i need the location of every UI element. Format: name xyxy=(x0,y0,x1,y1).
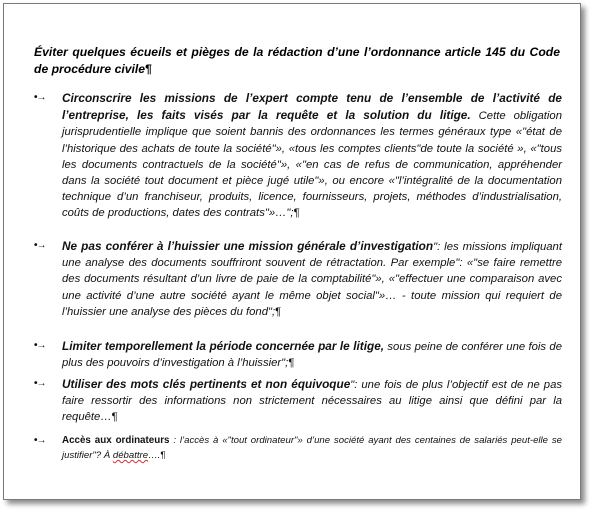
bullet-body xyxy=(62,433,562,463)
pilcrow-mark: ¶ xyxy=(160,450,166,461)
pilcrow-mark: ¶ xyxy=(111,411,118,424)
bullet-text: ": une fois de plus l’objectif est de ne pas faire ressortir des informations non strictement nécessaires au litige ainsi que défini par la requête… xyxy=(62,379,562,424)
bullet-arrow-icon: •→ xyxy=(34,378,46,389)
pilcrow-mark: ¶ xyxy=(145,62,152,76)
bullet-item-1 xyxy=(34,90,562,222)
bullet-text-before: : l’accès à «"tout ordinateur"» d’une société ayant des centaines de salariés peut-elle se justifier"? À xyxy=(62,435,562,461)
spellcheck-word: débattre xyxy=(112,450,149,461)
pilcrow-mark: ¶ xyxy=(275,305,282,318)
bullet-lead: Circonscrire les missions de l’expert compte tenu de l’ensemble de l’activité de l’entreprise, les faits visés par la requête et la solution du litige. xyxy=(62,91,562,123)
pilcrow-mark: ¶ xyxy=(288,357,295,370)
bullet-lead: Utiliser des mots clés pertinents et non équivoque xyxy=(62,377,351,391)
document-heading xyxy=(34,44,560,78)
pilcrow-mark: ¶ xyxy=(293,207,300,220)
bullet-text: sous peine de conférer une fois de plus des pouvoirs d’investigation à l’huissier"; xyxy=(62,341,562,370)
bullet-body xyxy=(62,376,562,426)
bullet-text: Cette obligation jurisprudentielle implique que soient bannis des ordonnances les termes généraux type «"état de l’historique des achats de toute la société"», «tous les comptes clients"de toute la société », «"tous les documents contractuels de la société"», «"en cas de refus de communication, appréhender dans la société tout document et pièce jugé utile"», ou encore «"l’intégralité de la documentation technique d’un franchiseur, produits, licence, fournisseurs, projets, méthodes d’industrialisation, coûts de productions, dates des contrats"»…"; xyxy=(62,110,562,220)
bullet-arrow-icon: •→ xyxy=(34,340,46,351)
heading-text: Éviter quelques écueils et pièges de la rédaction d’une l’ordonnance article 145 du Code de procédure civile xyxy=(34,45,560,76)
bullet-item-2 xyxy=(34,238,562,320)
bullet-lead: Accès aux ordinateurs xyxy=(62,435,170,446)
bullet-arrow-icon: •→ xyxy=(34,435,46,446)
bullet-item-3 xyxy=(34,338,562,371)
bullet-body xyxy=(62,238,562,320)
bullet-body xyxy=(62,338,562,371)
bullet-body xyxy=(62,90,562,222)
bullet-lead: Ne pas conférer à l’huissier une mission générale d’investigation xyxy=(62,239,434,253)
bullet-item-5 xyxy=(34,433,562,463)
bullet-text-after: …. xyxy=(148,450,161,461)
bullet-arrow-icon: •→ xyxy=(34,240,46,251)
document-page xyxy=(3,3,581,500)
bullet-item-4 xyxy=(34,376,562,426)
bullet-text: ": les missions impliquant une analyse des documents souffriront souvent de rétractation. Par exemple": «"se faire remettre des documents résultant d’un livre de paie de la comptabilité"», «"effectuer une comparaison avec une activité d’une autre société ayant le même objet social"»… - toute mission qui requiert de l’huissier une analyse des pièces du fond"; xyxy=(62,241,562,318)
bullet-arrow-icon: •→ xyxy=(34,92,46,103)
bullet-lead: Limiter temporellement la période concernée par le litige, xyxy=(62,339,385,353)
